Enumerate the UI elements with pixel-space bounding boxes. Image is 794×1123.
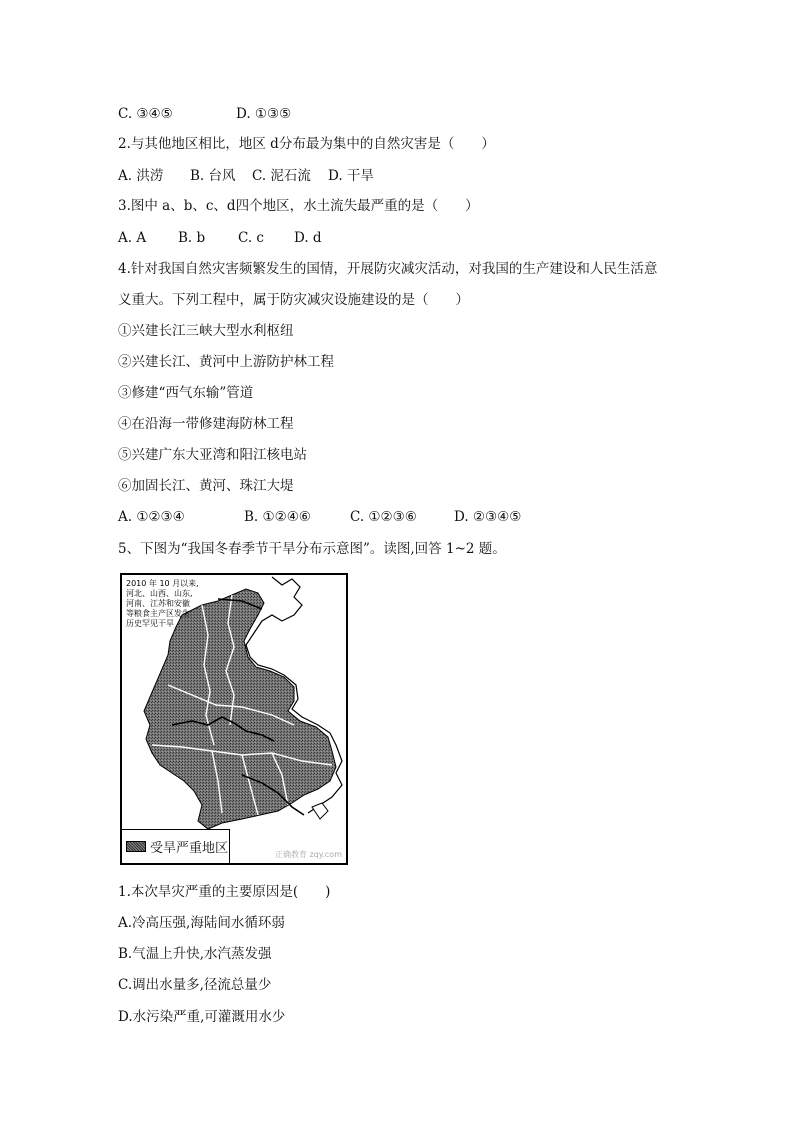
q4-stem-line2: 义重大。下列工程中，属于防灾减灾设施建设的是（ ）	[118, 292, 469, 308]
q5-stem: 5、下图为“我国冬春季节干旱分布示意图”。读图,回答 1~2 题。	[118, 541, 506, 557]
option-b: B. ①②④⑥	[244, 509, 311, 525]
q4-stem-line1: 4.针对我国自然灾害频繁发生的国情，开展防灾减灾活动，对我国的生产建设和人民生活意	[118, 261, 658, 277]
sub1-option-b: B.气温上升快,水汽蒸发强	[118, 946, 272, 962]
q4-item-6: ⑥加固长江、黄河、珠江大堤	[118, 478, 294, 494]
q4-item-5: ⑤兴建广东大亚湾和阳江核电站	[118, 447, 307, 463]
watermark: 正确教育 zqy.com	[274, 850, 342, 859]
sub1-stem: 1.本次旱灾严重的主要原因是( )	[118, 884, 331, 900]
legend-label: 受旱严重地区	[150, 841, 229, 856]
sub1-option-c: C.调出水量多,径流总量少	[118, 977, 272, 993]
sub1-option-a: A.冷高压强,海陆间水循环弱	[118, 915, 285, 931]
option-c: C. ③④⑤	[118, 106, 173, 122]
option-b: B. 台风	[190, 168, 236, 184]
q4-item-2: ②兴建长江、黄河中上游防护林工程	[118, 354, 334, 370]
map-legend	[122, 829, 230, 863]
drought-map	[120, 573, 348, 865]
option-a: A. ①②③④	[118, 509, 185, 525]
option-a: A. A	[118, 230, 147, 246]
map-annotation: 2010 年 10 月以来, 河北、山西、山东, 河南、江苏和安徽 等粮食主产区发生 历史罕见干旱	[126, 579, 199, 628]
legend-swatch	[126, 841, 146, 852]
option-d: D. ①③⑤	[236, 106, 292, 122]
option-c: C. ①②③⑥	[350, 509, 417, 525]
coastal-bay	[312, 803, 328, 819]
option-a: A. 洪涝	[118, 168, 164, 184]
sub1-option-d: D.水污染严重,可灌溉用水少	[118, 1009, 286, 1025]
q4-item-1: ①兴建长江三峡大型水利枢纽	[118, 323, 294, 339]
q4-item-3: ③修建“西气东输”管道	[118, 385, 254, 401]
option-b: B. b	[178, 230, 206, 246]
q4-item-4: ④在沿海一带修建海防林工程	[118, 416, 294, 432]
option-d: D. ②③④⑤	[454, 509, 522, 525]
option-d: D. 干旱	[328, 168, 374, 184]
option-c: C. c	[238, 230, 264, 246]
q2-stem: 2.与其他地区相比，地区 d分布最为集中的自然灾害是（ ）	[118, 136, 495, 152]
option-c: C. 泥石流	[252, 168, 311, 184]
q3-stem: 3.图中 a、b、c、d四个地区，水土流失最严重的是（ ）	[118, 198, 479, 214]
option-d: D. d	[294, 230, 322, 246]
